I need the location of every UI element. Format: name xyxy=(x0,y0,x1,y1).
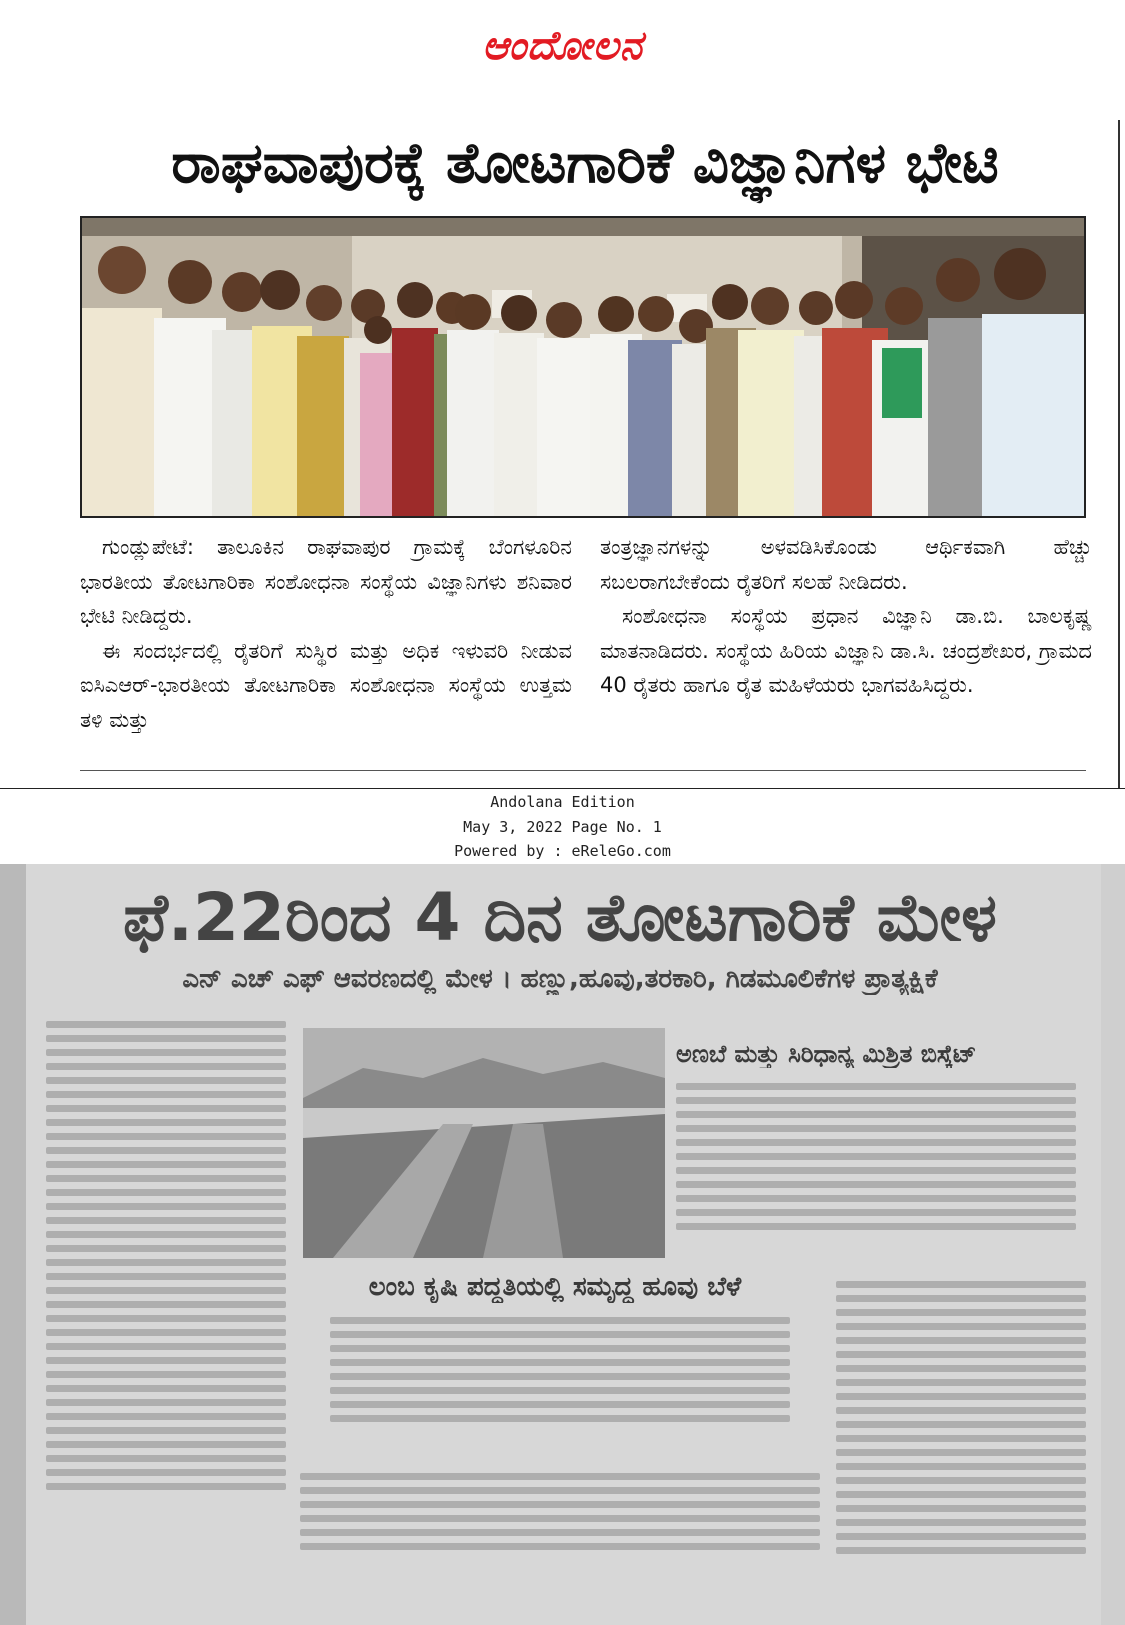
paragraph: ಗುಂಡ್ಲುಪೇಟೆ: ತಾಲೂಕಿನ ರಾಘವಾಪುರ ಗ್ರಾಮಕ್ಕೆ ಬೆಂಗಳೂರಿನ ಭಾರತೀಯ ತೋಟಗಾರಿಕಾ ಸಂಶೋಧನಾ ಸಂಸ್ಥೆಯ ವಿಜ್ಞಾನಿಗಳು ಶನಿವಾರ ಭೇಟಿ ನೀಡಿದ್ದರು. xyxy=(80,535,572,628)
page-edge xyxy=(0,864,26,1625)
powered-by: Powered by : eReleGo.com xyxy=(454,842,671,860)
edition-date-page: May 3, 2022 Page No. 1 xyxy=(463,817,662,836)
fair-headline: ಫೆ.22ರಿಂದ 4 ದಿನ ತೋಟಗಾರಿಕೆ ಮೇಳ xyxy=(122,879,998,956)
edition-caption xyxy=(0,790,1125,862)
flower-field-illustration xyxy=(303,1028,665,1258)
divider xyxy=(80,770,1086,771)
vertical-farming-box-title: ಲಂಬ ಕೃಷಿ ಪದ್ಧತಿಯಲ್ಲಿ ಸಮೃದ್ಧ ಹೂವು ಬೆಳೆ xyxy=(368,1272,742,1302)
field-photo xyxy=(303,1028,665,1258)
faded-text-column xyxy=(836,1274,1086,1561)
paragraph: ತಂತ್ರಜ್ಞಾನಗಳನ್ನು ಅಳವಡಿಸಿಕೊಂಡು ಆರ್ಥಿಕವಾಗಿ ಹೆಚ್ಚು ಸಬಲರಾಗಬೇಕೆಂದು ರೈತರಿಗೆ ಸಲಹೆ ನೀಡಿದರು. xyxy=(600,535,1092,594)
bottom-clipping xyxy=(0,864,1125,1625)
article-column-2 xyxy=(600,530,1092,703)
biscuit-box-title: ಅಣಬೆ ಮತ್ತು ಸಿರಿಧಾನ್ಯ ಮಿಶ್ರಿತ ಬಿಸ್ಕೆಟ್ xyxy=(676,1040,977,1068)
edition-name: Andolana Edition xyxy=(490,793,635,811)
faded-text-row xyxy=(300,1466,820,1557)
faded-text-column xyxy=(46,1014,286,1497)
divider xyxy=(0,788,1125,789)
group-photo-illustration xyxy=(82,218,1084,516)
faded-text-box xyxy=(330,1310,790,1429)
paragraph: ಸಂಶೋಧನಾ ಸಂಸ್ಥೆಯ ಪ್ರಧಾನ ವಿಜ್ಞಾನಿ ಡಾ.ಬಿ. ಬಾಲಕೃಷ್ಣ ಮಾತನಾಡಿದರು. ಸಂಸ್ಥೆಯ ಹಿರಿಯ ವಿಜ್ಞಾನಿ ಡಾ.ಸಿ. ಚಂದ್ರಶೇಖರ, ಗ್ರಾಮದ 40 ರೈತರು ಹಾಗೂ ರೈತ ಮಹಿಳೆಯರು ಭಾಗವಹಿಸಿದ್ದರು. xyxy=(600,604,1092,697)
article-photo xyxy=(80,216,1086,518)
masthead-logo: ಆಂದೋಲನ xyxy=(482,22,643,69)
article-column-1 xyxy=(80,530,572,737)
column-rule xyxy=(1118,120,1120,788)
faded-text-box xyxy=(676,1076,1076,1237)
top-clipping xyxy=(0,0,1125,790)
paragraph: ಈ ಸಂದರ್ಭದಲ್ಲಿ ರೈತರಿಗೆ ಸುಸ್ಥಿರ ಮತ್ತು ಅಧಿಕ ಇಳುವರಿ ನೀಡುವ ಐಸಿಎಆರ್-ಭಾರತೀಯ ತೋಟಗಾರಿಕಾ ಸಂಶೋಧನಾ ಸಂಸ್ಥೆಯ ಉತ್ತಮ ತಳಿ ಮತ್ತು xyxy=(80,638,572,732)
fair-subheadline: ಎನ್ ಎಚ್ ಎಫ್ ಆವರಣದಲ್ಲಿ ಮೇಳ । ಹಣ್ಣು,ಹೂವು,ತರಕಾರಿ, ಗಿಡಮೂಲಿಕೆಗಳ ಪ್ರಾತ್ಯಕ್ಷಿಕೆ xyxy=(182,964,938,994)
article-headline: ರಾಘವಾಪುರಕ್ಕೆ ತೋಟಗಾರಿಕೆ ವಿಜ್ಞಾನಿಗಳ ಭೇಟಿ xyxy=(171,131,999,196)
